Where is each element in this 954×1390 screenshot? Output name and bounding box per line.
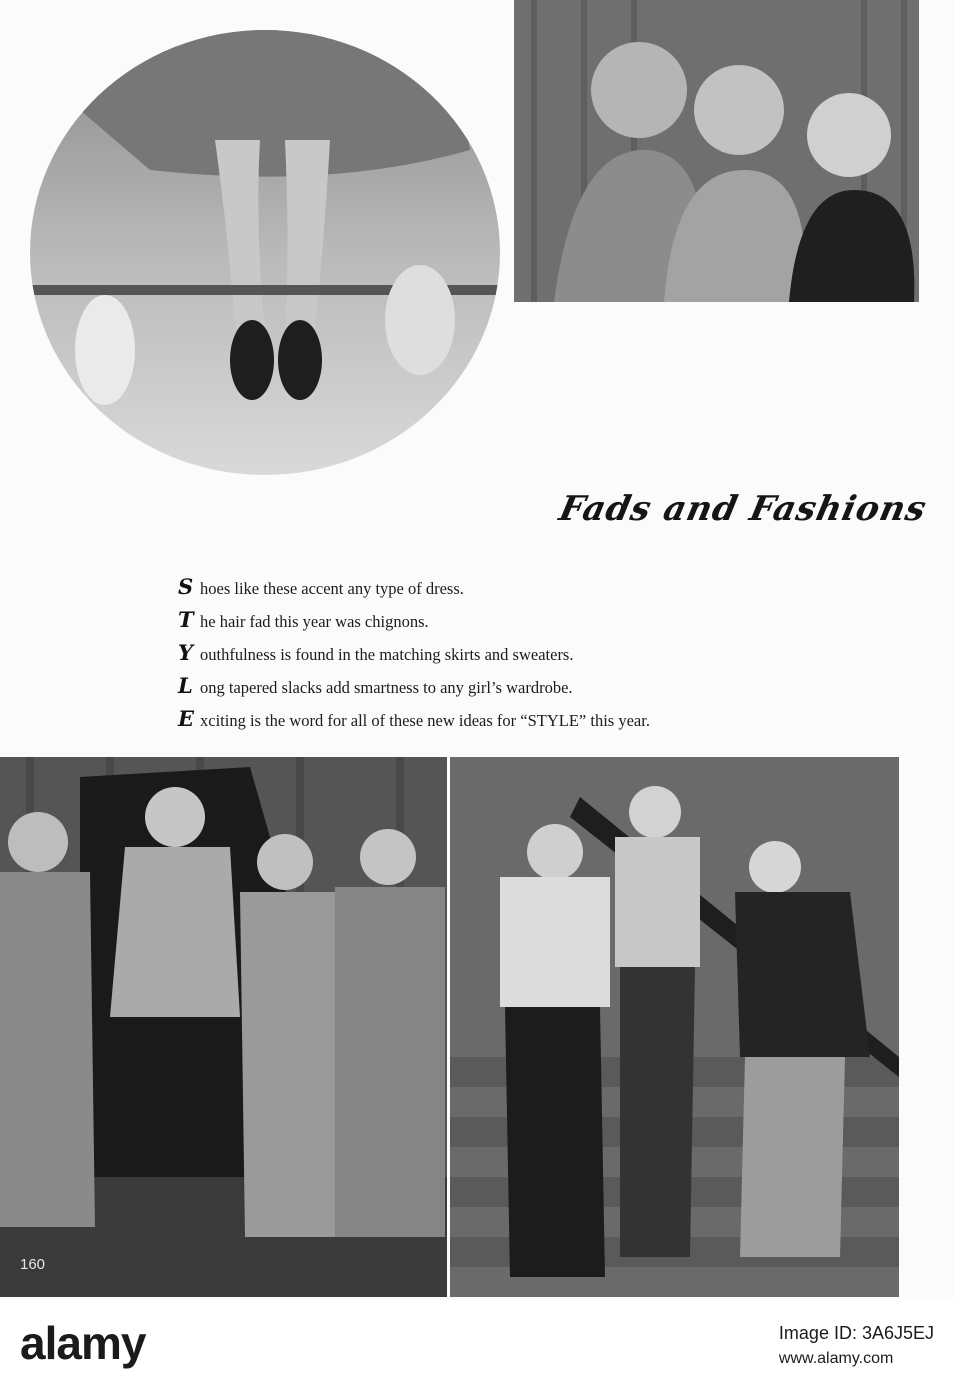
caption-text: outhfulness is found in the matching skirts and sweaters.	[200, 645, 574, 664]
hair-photo	[514, 0, 919, 302]
caption-line	[178, 570, 818, 603]
caption-line	[178, 669, 818, 702]
caption-initial: L	[178, 673, 193, 698]
caption-initial: T	[178, 607, 194, 632]
caption-initial: E	[178, 706, 195, 731]
site-url-text: www.alamy.com	[778, 1350, 894, 1367]
caption-initial: Y	[178, 640, 193, 665]
image-id-block	[779, 1320, 934, 1372]
caption-list	[178, 570, 818, 735]
caption-line	[178, 702, 818, 735]
caption-initial: S	[178, 574, 194, 599]
caption-text: xciting is the word for all of these new ideas for “STYLE” this year.	[200, 711, 650, 730]
caption-line	[178, 636, 818, 669]
page-number: 160	[20, 1256, 46, 1273]
caption-text: he hair fad this year was chignons.	[200, 612, 429, 631]
caption-text: hoes like these accent any type of dress.	[200, 579, 464, 598]
alamy-logo: alamy	[20, 1317, 146, 1369]
caption-line	[178, 603, 818, 636]
shoes-photo	[30, 30, 500, 475]
slacks-photo	[450, 757, 899, 1297]
page-title: Fads and Fashions	[555, 488, 931, 529]
image-id-text: Image ID: 3A6J5EJ	[778, 1323, 934, 1343]
skirts-sweaters-photo	[0, 757, 447, 1297]
watermark-footer	[0, 1300, 954, 1390]
caption-text: ong tapered slacks add smartness to any girl’s wardrobe.	[200, 678, 573, 697]
